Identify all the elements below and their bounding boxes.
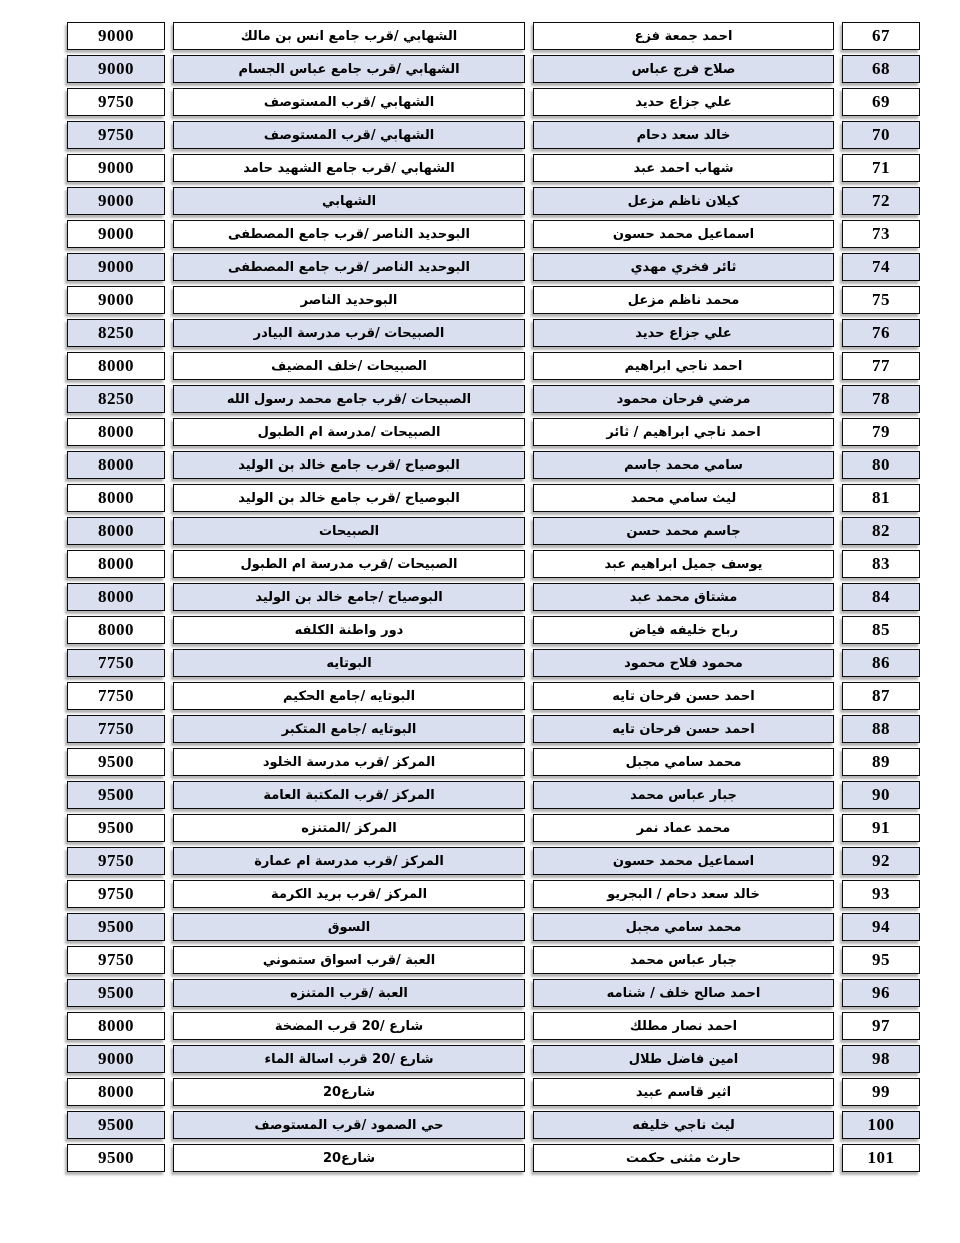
name-cell: اسماعيل محمد حسون: [533, 220, 834, 248]
location-cell: الشهابي /قرب جامع عباس الجسام: [173, 55, 525, 83]
location-cell: المركز /قرب مدرسة الخلود: [173, 748, 525, 776]
location-cell: البوحديد الناصر /قرب جامع المصطفى: [173, 220, 525, 248]
row-number-cell: 101: [842, 1144, 920, 1172]
price-cell: 9500: [67, 1111, 165, 1139]
row-number-cell: 95: [842, 946, 920, 974]
name-cell: محمد سامي مجبل: [533, 913, 834, 941]
row-number-cell: 86: [842, 649, 920, 677]
name-cell: احمد ناجي ابراهيم: [533, 352, 834, 380]
price-cell: 9000: [67, 286, 165, 314]
location-cell: السوق: [173, 913, 525, 941]
price-cell: 9750: [67, 847, 165, 875]
price-cell: 9000: [67, 55, 165, 83]
location-cell: الشهابي /قرب المستوصف: [173, 88, 525, 116]
row-number-cell: 83: [842, 550, 920, 578]
name-cell: كيلان ناظم مزعل: [533, 187, 834, 215]
price-cell: 9500: [67, 913, 165, 941]
name-cell: احمد حسن فرحان تايه: [533, 715, 834, 743]
name-cell: احمد ناجي ابراهيم / ثائر: [533, 418, 834, 446]
row-number-cell: 93: [842, 880, 920, 908]
name-cell: ليث سامي محمد: [533, 484, 834, 512]
name-cell: مرضي فرحان محمود: [533, 385, 834, 413]
price-cell: 8250: [67, 385, 165, 413]
price-cell: 8000: [67, 451, 165, 479]
price-cell: 8000: [67, 418, 165, 446]
name-cell: صلاح فرج عباس: [533, 55, 834, 83]
location-cell: الصبيحات /قرب مدرسة ام الطبول: [173, 550, 525, 578]
name-cell: جاسم محمد حسن: [533, 517, 834, 545]
row-number-cell: 87: [842, 682, 920, 710]
price-cell: 9500: [67, 781, 165, 809]
name-cell: احمد جمعة فزع: [533, 22, 834, 50]
location-cell: حي الصمود /قرب المستوصف: [173, 1111, 525, 1139]
price-cell: 9500: [67, 814, 165, 842]
name-cell: محمود فلاح محمود: [533, 649, 834, 677]
price-cell: 9000: [67, 220, 165, 248]
name-cell: محمد ناظم مزعل: [533, 286, 834, 314]
row-number-cell: 100: [842, 1111, 920, 1139]
location-cell: شارع20: [173, 1078, 525, 1106]
location-cell: العبة /قرب اسواق ستموني: [173, 946, 525, 974]
price-cell: 8000: [67, 484, 165, 512]
location-cell: المركز /قرب مدرسة ام عمارة: [173, 847, 525, 875]
document-sheet: [67, 22, 920, 1172]
name-cell: مشتاق محمد عبد: [533, 583, 834, 611]
location-cell: دور واطنة الكلفه: [173, 616, 525, 644]
row-number-cell: 74: [842, 253, 920, 281]
row-number-cell: 82: [842, 517, 920, 545]
row-number-cell: 67: [842, 22, 920, 50]
price-cell: 8000: [67, 583, 165, 611]
price-cell: 8000: [67, 616, 165, 644]
row-number-cell: 84: [842, 583, 920, 611]
row-number-cell: 99: [842, 1078, 920, 1106]
price-cell: 8000: [67, 550, 165, 578]
price-cell: 9500: [67, 979, 165, 1007]
row-number-cell: 85: [842, 616, 920, 644]
roster-table: [67, 22, 920, 1172]
location-cell: المركز /قرب بريد الكرمة: [173, 880, 525, 908]
name-cell: علي جزاع حديد: [533, 88, 834, 116]
name-cell: امين فاضل طلال: [533, 1045, 834, 1073]
row-number-cell: 76: [842, 319, 920, 347]
row-number-cell: 75: [842, 286, 920, 314]
row-number-cell: 73: [842, 220, 920, 248]
price-cell: 9500: [67, 1144, 165, 1172]
row-number-cell: 89: [842, 748, 920, 776]
location-cell: الشهابي: [173, 187, 525, 215]
row-number-cell: 79: [842, 418, 920, 446]
row-number-cell: 81: [842, 484, 920, 512]
location-cell: البوتايه /جامع الحكيم: [173, 682, 525, 710]
row-number-cell: 69: [842, 88, 920, 116]
price-cell: 9500: [67, 748, 165, 776]
price-cell: 9000: [67, 22, 165, 50]
location-cell: البوصياح /قرب جامع خالد بن الوليد: [173, 484, 525, 512]
location-cell: الشهابي /قرب جامع الشهيد حامد: [173, 154, 525, 182]
name-cell: حارث مثنى حكمت: [533, 1144, 834, 1172]
row-number-cell: 68: [842, 55, 920, 83]
location-cell: البوحديد الناصر: [173, 286, 525, 314]
location-cell: شارع /20 قرب المضخة: [173, 1012, 525, 1040]
price-cell: 9000: [67, 1045, 165, 1073]
location-cell: البوتايه: [173, 649, 525, 677]
location-cell: المركز /المتنزه: [173, 814, 525, 842]
row-number-cell: 80: [842, 451, 920, 479]
location-cell: الصبيحات /قرب مدرسة البيادر: [173, 319, 525, 347]
name-cell: احمد حسن فرحان تايه: [533, 682, 834, 710]
name-cell: جبار عباس محمد: [533, 946, 834, 974]
price-cell: 7750: [67, 715, 165, 743]
name-cell: يوسف جميل ابراهيم عبد: [533, 550, 834, 578]
row-number-cell: 98: [842, 1045, 920, 1073]
location-cell: البوصياح /جامع خالد بن الوليد: [173, 583, 525, 611]
row-number-cell: 72: [842, 187, 920, 215]
price-cell: 8000: [67, 1078, 165, 1106]
price-cell: 7750: [67, 649, 165, 677]
location-cell: العبة /قرب المتنزه: [173, 979, 525, 1007]
location-cell: الصبيحات: [173, 517, 525, 545]
price-cell: 9750: [67, 88, 165, 116]
location-cell: البوحديد الناصر /قرب جامع المصطفى: [173, 253, 525, 281]
location-cell: الصبيحات /مدرسة ام الطبول: [173, 418, 525, 446]
row-number-cell: 92: [842, 847, 920, 875]
location-cell: شارع20: [173, 1144, 525, 1172]
price-cell: 9750: [67, 880, 165, 908]
location-cell: البوتايه /جامع المتكبر: [173, 715, 525, 743]
name-cell: خالد سعد دحام: [533, 121, 834, 149]
name-cell: شهاب احمد عبد: [533, 154, 834, 182]
name-cell: ليث ناجي خليفه: [533, 1111, 834, 1139]
row-number-cell: 70: [842, 121, 920, 149]
row-number-cell: 78: [842, 385, 920, 413]
name-cell: اثير قاسم عبيد: [533, 1078, 834, 1106]
row-number-cell: 90: [842, 781, 920, 809]
price-cell: 8000: [67, 1012, 165, 1040]
location-cell: الصبيحات /خلف المضيف: [173, 352, 525, 380]
price-cell: 7750: [67, 682, 165, 710]
name-cell: سامي محمد جاسم: [533, 451, 834, 479]
row-number-cell: 94: [842, 913, 920, 941]
name-cell: ثائر فخري مهدي: [533, 253, 834, 281]
name-cell: اسماعيل محمد حسون: [533, 847, 834, 875]
price-cell: 9750: [67, 121, 165, 149]
price-cell: 8250: [67, 319, 165, 347]
name-cell: خالد سعد دحام / البجريو: [533, 880, 834, 908]
row-number-cell: 91: [842, 814, 920, 842]
row-number-cell: 88: [842, 715, 920, 743]
price-cell: 9000: [67, 187, 165, 215]
price-cell: 8000: [67, 352, 165, 380]
price-cell: 8000: [67, 517, 165, 545]
name-cell: رباح خليفه فياض: [533, 616, 834, 644]
name-cell: احمد صالح خلف / شنامه: [533, 979, 834, 1007]
row-number-cell: 77: [842, 352, 920, 380]
location-cell: المركز /قرب المكتبة العامة: [173, 781, 525, 809]
price-cell: 9000: [67, 253, 165, 281]
name-cell: علي جزاع حديد: [533, 319, 834, 347]
name-cell: جبار عباس محمد: [533, 781, 834, 809]
price-cell: 9750: [67, 946, 165, 974]
row-number-cell: 96: [842, 979, 920, 1007]
location-cell: الشهابي /قرب المستوصف: [173, 121, 525, 149]
name-cell: محمد سامي مجبل: [533, 748, 834, 776]
price-cell: 9000: [67, 154, 165, 182]
location-cell: شارع /20 قرب اسالة الماء: [173, 1045, 525, 1073]
location-cell: الصبيحات /قرب جامع محمد رسول الله: [173, 385, 525, 413]
location-cell: البوصياح /قرب جامع خالد بن الوليد: [173, 451, 525, 479]
row-number-cell: 71: [842, 154, 920, 182]
name-cell: احمد نصار مطلك: [533, 1012, 834, 1040]
location-cell: الشهابي /قرب جامع انس بن مالك: [173, 22, 525, 50]
row-number-cell: 97: [842, 1012, 920, 1040]
name-cell: محمد عماد نمر: [533, 814, 834, 842]
